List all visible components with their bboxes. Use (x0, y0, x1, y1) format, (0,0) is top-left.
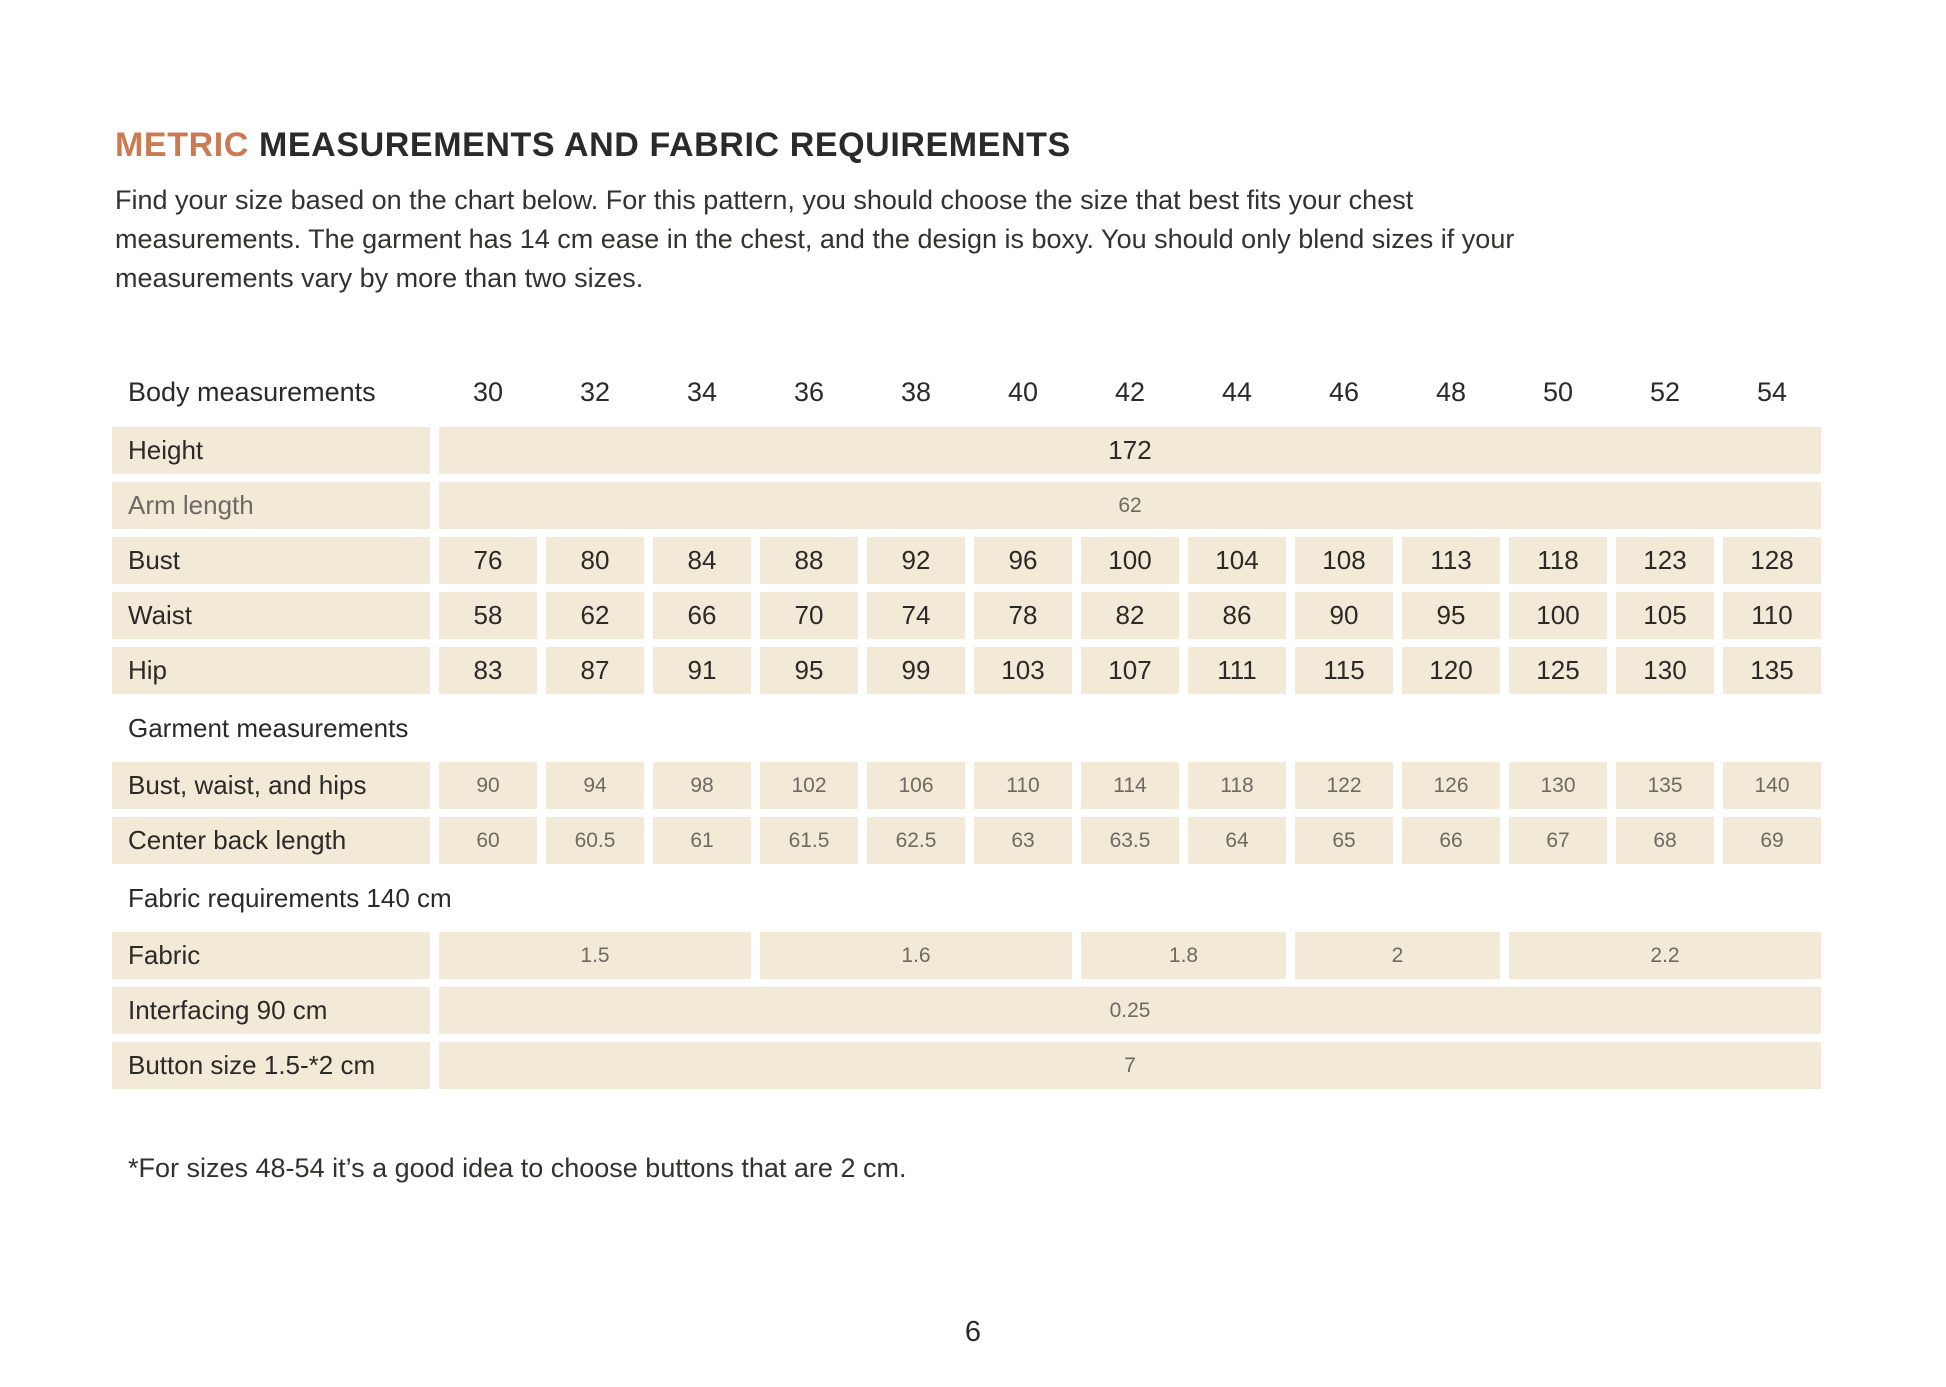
measurement-cell: 66 (1402, 817, 1500, 864)
size-column-header: 44 (1221, 377, 1253, 407)
measurement-table (112, 368, 1821, 1089)
measurement-cell: 96 (974, 537, 1072, 584)
section-heading: Fabric requirements 140 cm (128, 882, 452, 913)
intro-line: measurements. The garment has 14 cm ease in the chest, and the design is boxy. You should only blend sizes if your (115, 224, 1515, 254)
row-label: Interfacing 90 cm (112, 987, 430, 1034)
measurement-cell: 90 (1295, 592, 1393, 639)
measurement-cell: 114 (1081, 762, 1179, 809)
row-label: Hip (112, 647, 430, 694)
measurement-cell: 94 (546, 762, 644, 809)
size-column-header: 30 (472, 377, 504, 407)
measurement-cell: 62 (546, 592, 644, 639)
measurement-cell: 126 (1402, 762, 1500, 809)
measurement-cell: 63 (974, 817, 1072, 864)
measurement-cell: 110 (974, 762, 1072, 809)
size-column-header: 46 (1328, 377, 1360, 407)
measurement-cell: 65 (1295, 817, 1393, 864)
measurement-cell: 95 (760, 647, 858, 694)
measurement-span-cell: 7 (439, 1042, 1821, 1089)
row-label: Arm length (112, 482, 430, 529)
measurement-cell: 74 (867, 592, 965, 639)
table-row (112, 427, 1821, 474)
intro-paragraph (115, 181, 1946, 298)
intro-line: measurements vary by more than two sizes. (115, 263, 644, 293)
size-column-header: 50 (1542, 377, 1574, 407)
measurement-cell: 115 (1295, 647, 1393, 694)
measurement-cell: 92 (867, 537, 965, 584)
size-column-header: 32 (579, 377, 611, 407)
table-row (112, 647, 1821, 694)
row-label: Bust (112, 537, 430, 584)
footnote: *For sizes 48-54 it’s a good idea to choose buttons that are 2 cm. (128, 1153, 907, 1183)
measurement-cell: 100 (1081, 537, 1179, 584)
measurement-cell: 69 (1723, 817, 1821, 864)
table-row (112, 592, 1821, 639)
measurement-cell: 87 (546, 647, 644, 694)
table-row (112, 1042, 1821, 1089)
measurement-cell: 61 (653, 817, 751, 864)
measurement-cell: 128 (1723, 537, 1821, 584)
size-column-header: 36 (793, 377, 825, 407)
measurement-cell: 70 (760, 592, 858, 639)
measurement-group-cell: 2 (1295, 932, 1500, 979)
page-title-rest: MEASUREMENTS AND FABRIC REQUIREMENTS (258, 126, 1071, 164)
size-column-header: 52 (1649, 377, 1681, 407)
section-heading: Garment measurements (128, 712, 409, 743)
measurement-cell: 82 (1081, 592, 1179, 639)
table-row (112, 762, 1821, 809)
intro-line: Find your size based on the chart below. For this pattern, you should choose the size that best fits your chest (115, 185, 1414, 215)
measurement-cell: 61.5 (760, 817, 858, 864)
measurement-cell: 98 (653, 762, 751, 809)
row-label: Center back length (112, 817, 430, 864)
measurement-cell: 111 (1188, 647, 1286, 694)
size-column-header: 48 (1435, 377, 1467, 407)
row-label: Height (112, 427, 430, 474)
page-title-highlight: METRIC (115, 126, 249, 164)
measurement-cell: 83 (439, 647, 537, 694)
measurement-cell: 118 (1509, 537, 1607, 584)
size-column-header: 54 (1756, 377, 1788, 407)
size-column-header: 42 (1114, 377, 1146, 407)
measurement-cell: 66 (653, 592, 751, 639)
size-column-header: 38 (900, 377, 932, 407)
measurement-cell: 86 (1188, 592, 1286, 639)
measurement-cell: 135 (1723, 647, 1821, 694)
measurement-cell: 123 (1616, 537, 1714, 584)
measurement-cell: 58 (439, 592, 537, 639)
measurement-group-cell: 1.6 (760, 932, 1072, 979)
measurement-cell: 78 (974, 592, 1072, 639)
measurement-cell: 120 (1402, 647, 1500, 694)
measurement-cell: 67 (1509, 817, 1607, 864)
table-row (112, 987, 1821, 1034)
measurement-cell: 60 (439, 817, 537, 864)
measurement-cell: 122 (1295, 762, 1393, 809)
measurement-cell: 110 (1723, 592, 1821, 639)
row-label: Button size 1.5-*2 cm (112, 1042, 430, 1089)
size-column-header: 34 (686, 377, 718, 407)
row-label: Fabric (112, 932, 430, 979)
measurement-cell: 102 (760, 762, 858, 809)
measurement-cell: 135 (1616, 762, 1714, 809)
measurement-cell: 63.5 (1081, 817, 1179, 864)
measurement-group-cell: 1.8 (1081, 932, 1286, 979)
measurement-span-cell: 172 (439, 427, 1821, 474)
measurement-cell: 130 (1509, 762, 1607, 809)
measurement-cell: 103 (974, 647, 1072, 694)
measurement-cell: 84 (653, 537, 751, 584)
page-number: 6 (964, 1316, 982, 1348)
measurement-cell: 88 (760, 537, 858, 584)
measurement-cell: 95 (1402, 592, 1500, 639)
measurement-cell: 130 (1616, 647, 1714, 694)
measurement-cell: 106 (867, 762, 965, 809)
table-row (112, 537, 1821, 584)
row-label: Bust, waist, and hips (112, 762, 430, 809)
measurement-cell: 104 (1188, 537, 1286, 584)
measurement-cell: 125 (1509, 647, 1607, 694)
table-row (112, 817, 1821, 864)
table-row (112, 932, 1821, 979)
measurement-cell: 105 (1616, 592, 1714, 639)
page-title (115, 126, 1946, 165)
measurement-cell: 68 (1616, 817, 1714, 864)
measurement-group-cell: 2.2 (1509, 932, 1821, 979)
measurement-cell: 90 (439, 762, 537, 809)
table-header-row (112, 368, 1821, 417)
measurement-span-cell: 0.25 (439, 987, 1821, 1034)
measurement-cell: 107 (1081, 647, 1179, 694)
measurement-cell: 108 (1295, 537, 1393, 584)
size-column-header: 40 (1007, 377, 1039, 407)
measurement-cell: 76 (439, 537, 537, 584)
measurement-span-cell: 62 (439, 482, 1821, 529)
measurement-cell: 60.5 (546, 817, 644, 864)
table-header-label: Body measurements (128, 377, 376, 407)
row-label: Waist (112, 592, 430, 639)
measurement-cell: 64 (1188, 817, 1286, 864)
measurement-cell: 99 (867, 647, 965, 694)
table-row (112, 482, 1821, 529)
measurement-cell: 113 (1402, 537, 1500, 584)
measurement-cell: 118 (1188, 762, 1286, 809)
measurement-group-cell: 1.5 (439, 932, 751, 979)
measurement-cell: 62.5 (867, 817, 965, 864)
measurement-cell: 80 (546, 537, 644, 584)
measurement-cell: 140 (1723, 762, 1821, 809)
measurement-cell: 91 (653, 647, 751, 694)
measurement-cell: 100 (1509, 592, 1607, 639)
